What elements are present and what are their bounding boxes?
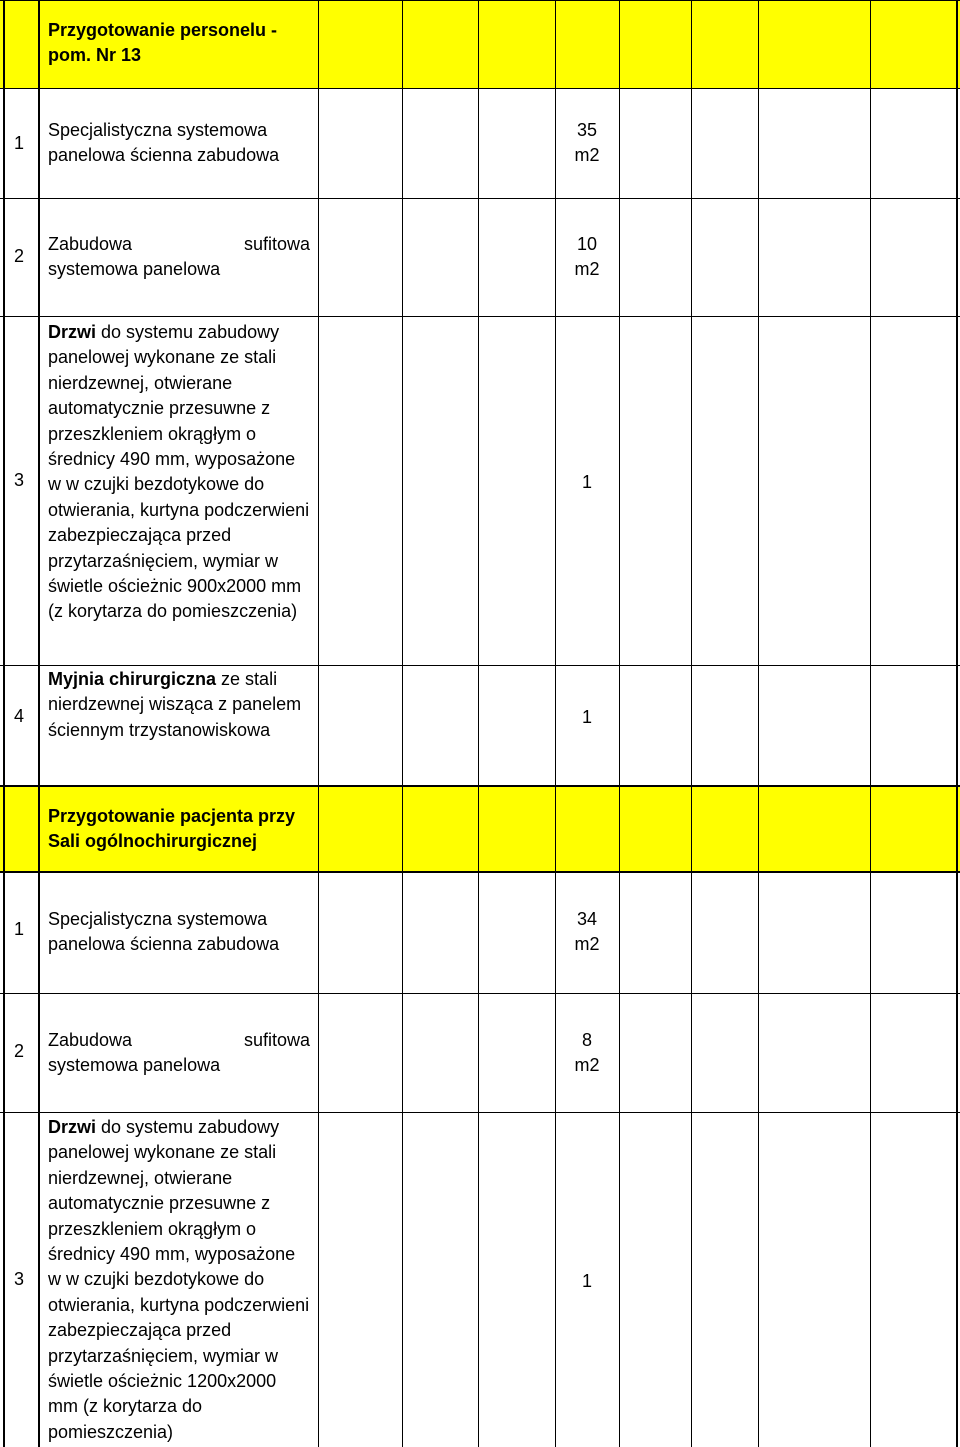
grid-line [402, 0, 403, 1447]
grid-line [0, 198, 960, 199]
grid-line [318, 0, 319, 1447]
row-number: 4 [13, 706, 24, 726]
row-number: 1 [13, 919, 24, 939]
quantity-value: 34 [576, 909, 598, 929]
quantity-value: 1 [581, 1271, 592, 1291]
grid-line [758, 0, 759, 1447]
description-word: sufitowa [243, 234, 310, 254]
grid-line [0, 785, 960, 787]
grid-line [0, 665, 960, 666]
quantity-unit: m2 [574, 934, 600, 955]
table-row [0, 665, 960, 785]
description-bold: Drzwi [48, 1117, 97, 1137]
table-row [0, 198, 960, 316]
section-title: Przygotowanie pacjenta przy Sali ogólnochirurgicznej [48, 806, 296, 852]
grid-line [478, 0, 479, 1447]
row-quantity [555, 1269, 619, 1294]
row-quantity [555, 1028, 619, 1079]
grid-line [0, 316, 960, 317]
row-description: Specjalistyczna systemowa panelowa ścienna zabudowa [48, 120, 280, 166]
description-bold: Drzwi [48, 322, 97, 342]
quantity-unit: m2 [574, 259, 600, 280]
grid-line [691, 0, 692, 1447]
row-description: Specjalistyczna systemowa panelowa ścienna zabudowa [48, 909, 280, 955]
description-text: ze stali nierdzewnej wisząca z panelem ściennym trzystanowiskowa [48, 669, 302, 740]
row-description [48, 667, 310, 743]
quantity-unit: m2 [574, 145, 600, 166]
row-number: 3 [13, 1269, 24, 1289]
table-row [0, 993, 960, 1112]
grid-line [0, 993, 960, 994]
grid-line [0, 0, 960, 1]
row-number: 3 [13, 470, 24, 490]
section-header [0, 787, 960, 871]
row-quantity [555, 118, 619, 169]
grid-line [38, 0, 40, 1447]
section-header [0, 0, 960, 88]
table-row [0, 88, 960, 198]
row-description [48, 1028, 310, 1079]
description-word: Zabudowa [48, 1030, 133, 1050]
row-quantity [555, 232, 619, 283]
description-line: systemowa panelowa [48, 1055, 221, 1076]
grid-line [0, 1112, 960, 1113]
row-quantity [555, 470, 619, 495]
table-row [0, 316, 960, 665]
row-description [48, 320, 310, 625]
grid-line [3, 0, 5, 1447]
grid-line [956, 0, 958, 1447]
row-description [48, 232, 310, 283]
table-row [0, 1112, 960, 1447]
grid-line [555, 0, 556, 1447]
description-text: do systemu zabudowy panelowej wykonane ze stali nierdzewnej, otwierane automatycznie przesuwne z przeszkleniem okrągłym o średnicy 490 mm, wyposażone w w czujki bezdotykowe do otwierania, kurtyna podczerwieni zabezpieczająca przed przytarzaśnięciem, wymiar w świetle ościeżnic 900x2000 mm (z korytarza do pomieszczenia) [48, 322, 310, 622]
description-word: Zabudowa [48, 234, 133, 254]
row-quantity [555, 705, 619, 730]
grid-line [0, 871, 960, 873]
row-number: 2 [13, 1041, 24, 1061]
quantity-value: 8 [581, 1030, 592, 1050]
row-number: 1 [13, 133, 24, 153]
grid-line [0, 88, 960, 89]
quantity-value: 1 [581, 472, 592, 492]
description-line: systemowa panelowa [48, 259, 221, 280]
quantity-value: 1 [581, 707, 592, 727]
description-text: do systemu zabudowy panelowej wykonane ze stali nierdzewnej, otwierane automatycznie przesuwne z przeszkleniem okrągłym o średnicy 490 mm, wyposażone w w czujki bezdotykowe do otwierania, kurtyna podczerwieni zabezpieczająca przed przytarzaśnięciem, wymiar w świetle ościeżnic 1200x2000 mm (z korytarza do pomieszczenia) [48, 1117, 310, 1442]
quantity-value: 10 [576, 234, 598, 254]
row-number: 2 [13, 246, 24, 266]
grid-line [619, 0, 620, 1447]
description-bold: Myjnia chirurgiczna [48, 669, 217, 689]
row-quantity [555, 907, 619, 958]
section-title: Przygotowanie personelu - pom. Nr 13 [48, 20, 278, 66]
quantity-unit: m2 [574, 1055, 600, 1076]
grid-line [870, 0, 871, 1447]
quantity-value: 35 [576, 120, 598, 140]
table-row [0, 873, 960, 993]
description-word: sufitowa [243, 1030, 310, 1050]
row-description [48, 1115, 310, 1445]
